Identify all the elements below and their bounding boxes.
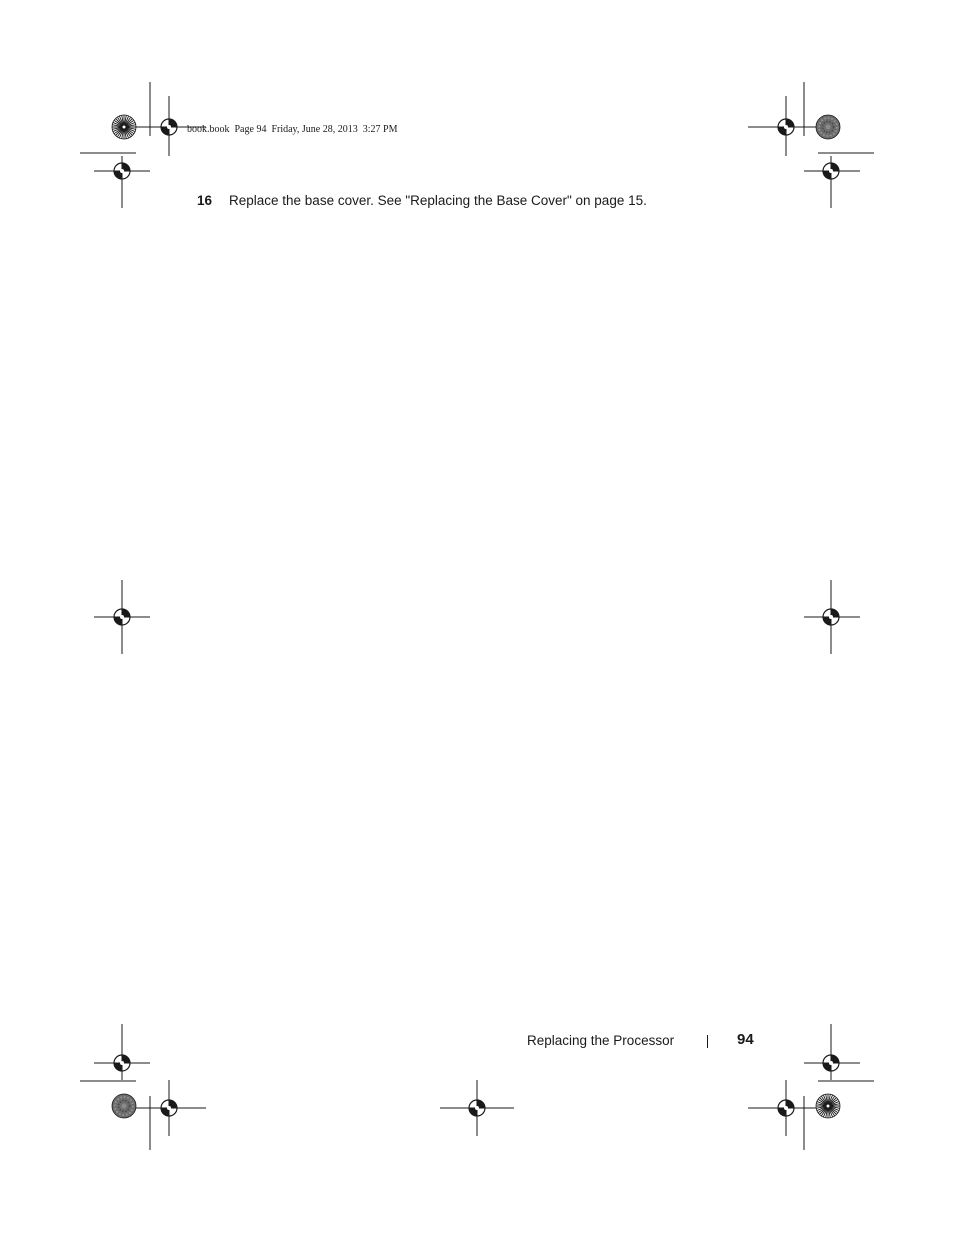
- step-text: Replace the base cover. See "Replacing the Base Cover" on page 15.: [229, 193, 647, 208]
- footer-section-title: Replacing the Processor: [527, 1033, 675, 1048]
- step-number: 16: [197, 193, 213, 208]
- footer-page-number: 94: [737, 1031, 754, 1048]
- crop-lines: [80, 82, 874, 1150]
- footer-divider: [707, 1035, 708, 1048]
- print-slug-line: book.book Page 94 Friday, June 28, 2013 3:27 PM: [187, 124, 398, 135]
